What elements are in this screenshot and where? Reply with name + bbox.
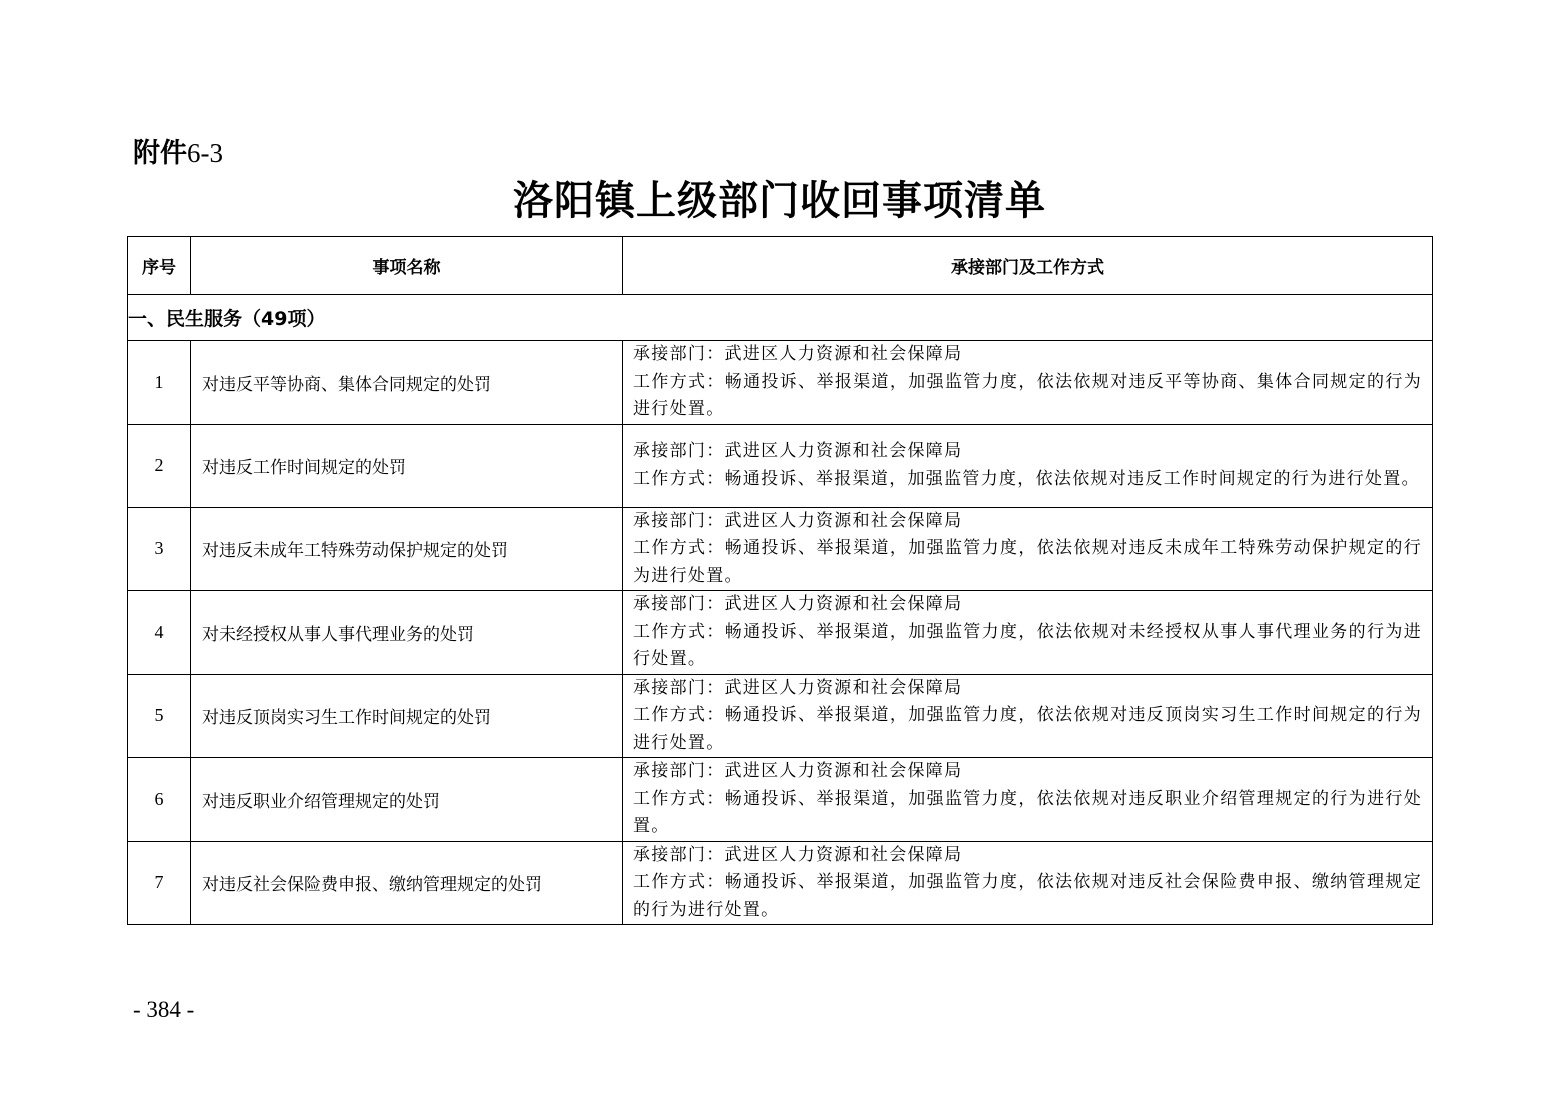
undertaking-dept: 承接部门：武进区人力资源和社会保障局 bbox=[633, 441, 963, 461]
page-number: - 384 - bbox=[133, 997, 195, 1022]
row-number: 6 bbox=[128, 758, 191, 842]
attachment-label bbox=[133, 135, 223, 172]
undertaking-dept: 承接部门：武进区人力资源和社会保障局 bbox=[633, 677, 963, 698]
attachment-label-text: 附件 bbox=[133, 138, 187, 169]
table-header-row bbox=[128, 237, 1433, 295]
column-header-dept-way: 承接部门及工作方式 bbox=[623, 237, 1433, 295]
row-number: 5 bbox=[128, 674, 191, 758]
row-number: 3 bbox=[128, 507, 191, 591]
dept-way-cell bbox=[623, 758, 1433, 842]
row-number: 2 bbox=[128, 424, 191, 507]
work-method: 工作方式：畅通投诉、举报渠道，加强监管力度，依法依规对违反社会保险费申报、缴纳管理规定的行为进行处置。 bbox=[633, 872, 1422, 920]
item-name: 对违反平等协商、集体合同规定的处罚 bbox=[191, 341, 623, 425]
table-row bbox=[128, 758, 1433, 842]
work-method: 工作方式：畅通投诉、举报渠道，加强监管力度，依法依规对违反顶岗实习生工作时间规定的行为进行处置。 bbox=[633, 705, 1422, 753]
row-number: 4 bbox=[128, 591, 191, 675]
work-method: 工作方式：畅通投诉、举报渠道，加强监管力度，依法依规对违反未成年工特殊劳动保护规定的行为进行处置。 bbox=[633, 538, 1422, 586]
table-row bbox=[128, 674, 1433, 758]
undertaking-dept: 承接部门：武进区人力资源和社会保障局 bbox=[633, 761, 963, 781]
section-row bbox=[128, 295, 1433, 341]
table-row bbox=[128, 424, 1433, 507]
item-name: 对违反社会保险费申报、缴纳管理规定的处罚 bbox=[191, 841, 623, 925]
table-row bbox=[128, 841, 1433, 925]
section-title: 一、民生服务（49项） bbox=[128, 295, 1433, 341]
item-name: 对违反职业介绍管理规定的处罚 bbox=[191, 758, 623, 842]
dept-way-cell bbox=[623, 341, 1433, 425]
work-method: 工作方式：畅通投诉、举报渠道，加强监管力度，依法依规对违反工作时间规定的行为进行处置。 bbox=[633, 468, 1420, 489]
work-method: 工作方式：畅通投诉、举报渠道，加强监管力度，依法依规对违反平等协商、集体合同规定的行为进行处置。 bbox=[633, 371, 1422, 419]
document-title: 洛阳镇上级部门收回事项清单 bbox=[513, 177, 1046, 224]
dept-way-cell bbox=[623, 591, 1433, 675]
dept-way-cell bbox=[623, 674, 1433, 758]
table-row bbox=[128, 341, 1433, 425]
dept-way-cell bbox=[623, 841, 1433, 925]
dept-way-cell bbox=[623, 424, 1433, 507]
work-method: 工作方式：畅通投诉、举报渠道，加强监管力度，依法依规对违反职业介绍管理规定的行为进行处置。 bbox=[633, 788, 1422, 836]
undertaking-dept: 承接部门：武进区人力资源和社会保障局 bbox=[633, 594, 963, 614]
column-header-name: 事项名称 bbox=[191, 237, 623, 295]
undertaking-dept: 承接部门：武进区人力资源和社会保障局 bbox=[633, 844, 963, 865]
column-header-no: 序号 bbox=[128, 237, 191, 295]
table-row bbox=[128, 507, 1433, 591]
attachment-number: 6-3 bbox=[187, 138, 223, 168]
undertaking-dept: 承接部门：武进区人力资源和社会保障局 bbox=[633, 510, 963, 531]
table-row bbox=[128, 591, 1433, 675]
undertaking-dept: 承接部门：武进区人力资源和社会保障局 bbox=[633, 344, 963, 364]
item-name: 对违反顶岗实习生工作时间规定的处罚 bbox=[191, 674, 623, 758]
item-name: 对未经授权从事人事代理业务的处罚 bbox=[191, 591, 623, 675]
row-number: 7 bbox=[128, 841, 191, 925]
row-number: 1 bbox=[128, 341, 191, 425]
item-name: 对违反工作时间规定的处罚 bbox=[191, 424, 623, 507]
items-table bbox=[127, 236, 1433, 925]
work-method: 工作方式：畅通投诉、举报渠道，加强监管力度，依法依规对未经授权从事人事代理业务的行为进行处置。 bbox=[633, 621, 1422, 669]
item-name: 对违反未成年工特殊劳动保护规定的处罚 bbox=[191, 507, 623, 591]
dept-way-cell bbox=[623, 507, 1433, 591]
